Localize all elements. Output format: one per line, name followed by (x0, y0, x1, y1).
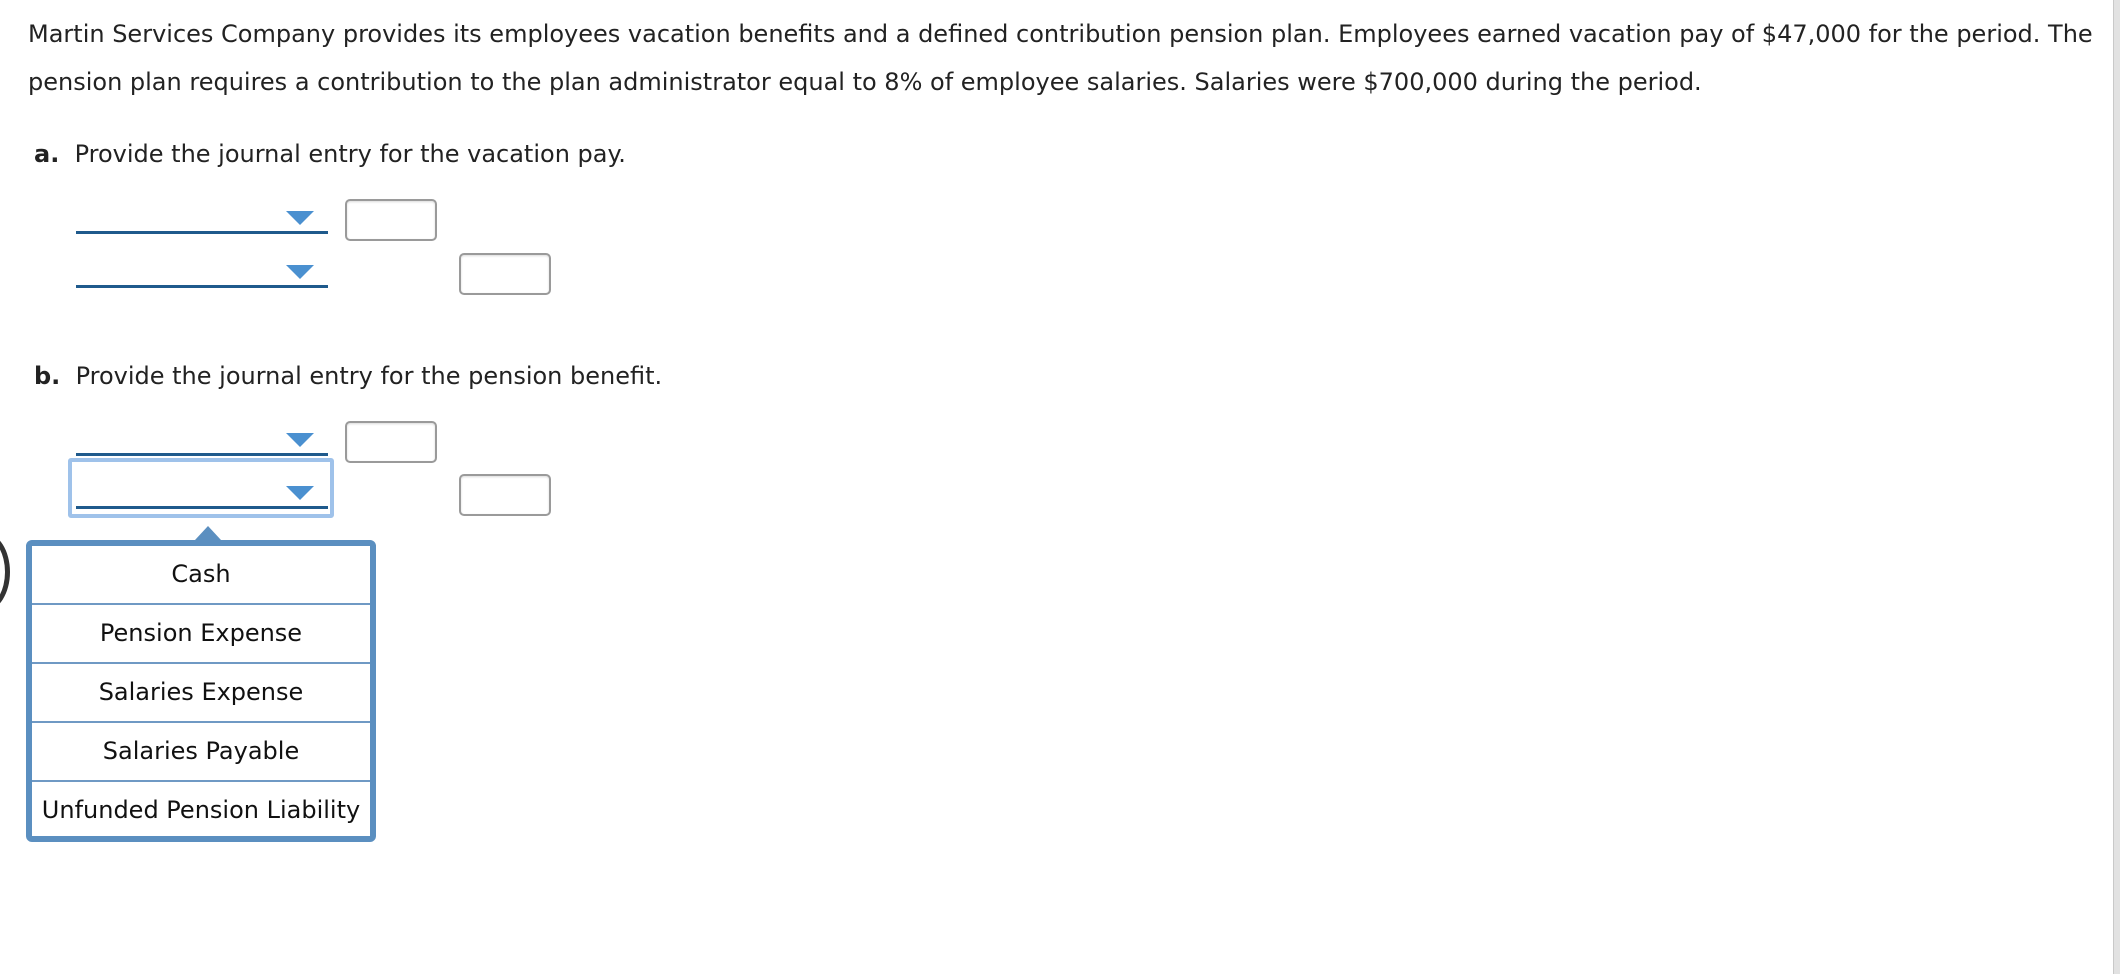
dropdown-option-salaries-payable[interactable]: Salaries Payable (32, 723, 370, 782)
chevron-down-icon (286, 265, 314, 279)
cursor-indicator (0, 533, 10, 611)
dropdown-pointer (195, 526, 221, 540)
question-a-letter: a. (34, 140, 60, 168)
amount-input-a-credit[interactable] (459, 253, 551, 295)
amount-input-a-debit[interactable] (345, 199, 437, 241)
dropdown-option-pension-expense[interactable]: Pension Expense (32, 605, 370, 664)
problem-text (28, 10, 2098, 106)
account-select-b-credit[interactable] (76, 478, 328, 509)
problem-line-1: Martin Services Company provides its employees vacation benefits and a defined contribution pension plan. Employees earned vacation pay of $47,000 for the period. The (28, 20, 2093, 48)
account-select-a-debit[interactable] (76, 203, 328, 234)
dropdown-option-unfunded-pension-liability[interactable]: Unfunded Pension Liability (41, 796, 361, 824)
amount-input-b-debit[interactable] (345, 421, 437, 463)
dropdown-option-cash[interactable]: Cash (32, 546, 370, 605)
question-b-prompt: Provide the journal entry for the pension benefit. (75, 362, 663, 390)
amount-input-b-credit[interactable] (459, 474, 551, 516)
account-dropdown-menu (26, 540, 376, 842)
dropdown-option-salaries-expense[interactable]: Salaries Expense (32, 664, 370, 723)
account-select-b-debit[interactable] (76, 425, 328, 456)
account-select-a-credit[interactable] (76, 257, 328, 288)
chevron-down-icon (286, 486, 314, 500)
question-b-letter: b. (34, 362, 61, 390)
chevron-down-icon (286, 433, 314, 447)
dropdown-options (32, 546, 370, 839)
problem-line-2: pension plan requires a contribution to the plan administrator equal to 8% of employee salaries. Salaries were $700,000 during the period. (28, 68, 1702, 96)
question-a-prompt: Provide the journal entry for the vacation pay. (74, 140, 626, 168)
question-b (34, 360, 662, 392)
scrollbar[interactable] (2113, 0, 2120, 974)
question-a (34, 138, 626, 170)
chevron-down-icon (286, 211, 314, 225)
